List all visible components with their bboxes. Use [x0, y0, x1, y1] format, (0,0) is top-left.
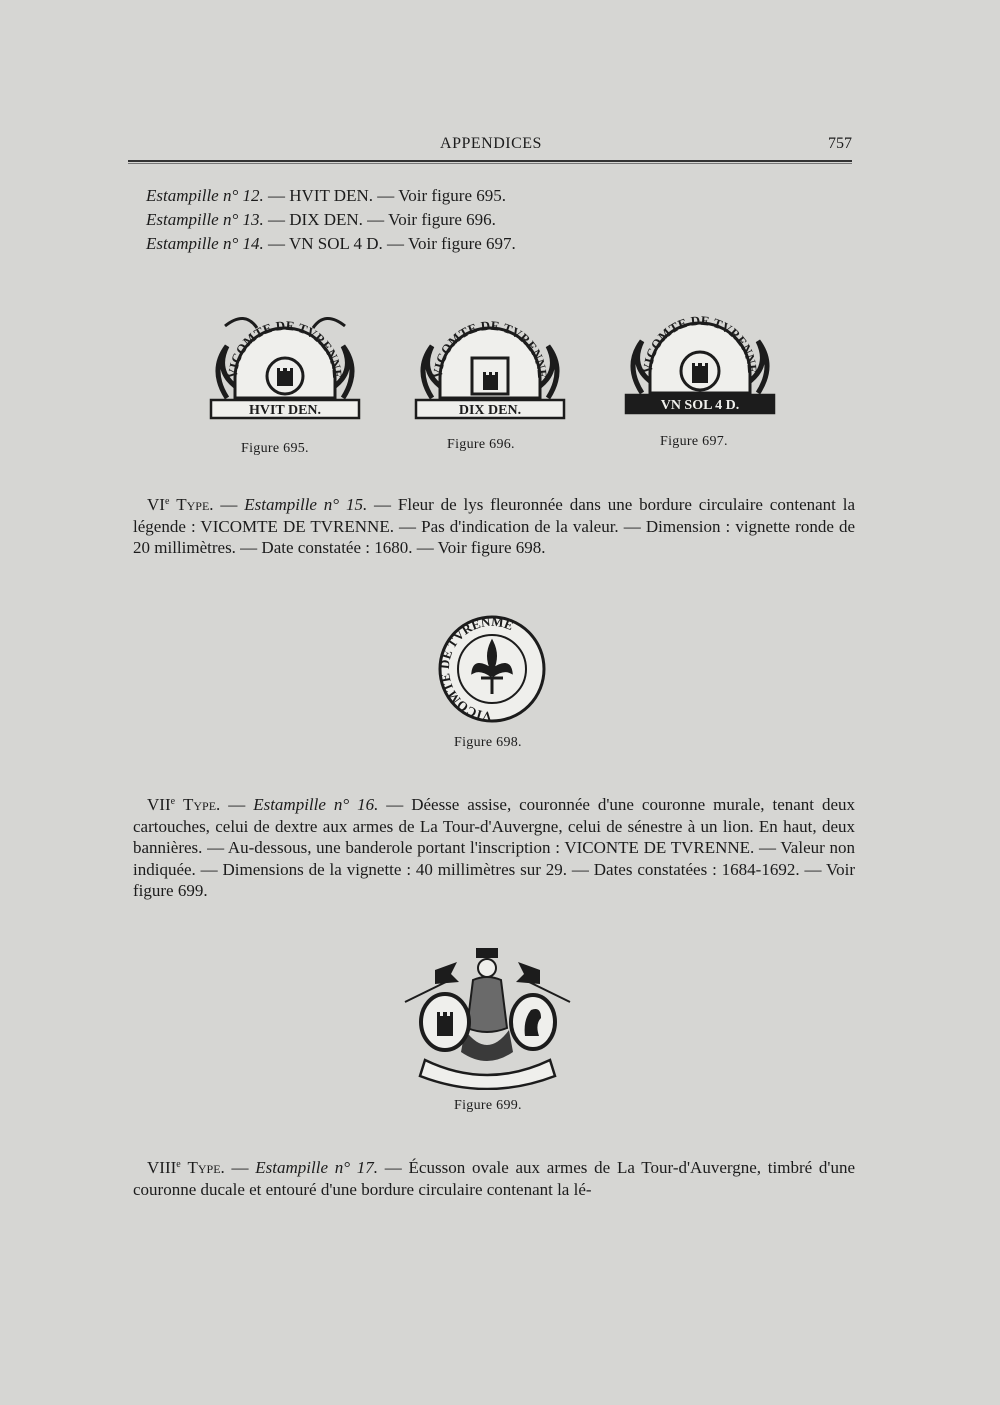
figure-caption: Figure 697. [660, 434, 728, 449]
type-sup: e [164, 496, 170, 507]
type-word: Type. [187, 1158, 225, 1177]
type-8-paragraph [133, 1157, 855, 1200]
estampille-number: 14. [242, 234, 264, 253]
figure-caption: Figure 695. [241, 441, 309, 456]
type-word: Type. [183, 795, 221, 814]
tower-icon [277, 368, 293, 386]
type-word: Type. [176, 495, 214, 514]
paragraph-body: — Écusson ovale aux armes de La Tour-d'Auvergne, timbré d'une couronne ducale et entouré d'une bordure circulaire contenant la lé- [133, 1158, 856, 1199]
goddess-head [478, 959, 496, 977]
tower-icon [483, 372, 498, 390]
type-roman: VIII [147, 1158, 177, 1177]
stamp-value: DIX DEN. [458, 403, 522, 418]
stamp-value: HVIT DEN. [248, 403, 322, 418]
stamp-legend: VICOMTE DE TVRENNE [429, 317, 551, 379]
estampille-line [146, 233, 516, 255]
dash: — [224, 1158, 256, 1177]
header-rule-thin [128, 163, 852, 164]
tower-icon [437, 1012, 453, 1036]
estampille-label: Estampille n° [244, 495, 340, 514]
paragraph-body: — Fleur de lys fleuronnée dans une bordure circulaire contenant la légende : VICOMTE DE TVRENNE. — Pas d'indication de la valeur. — Dimension : vignette ronde de 20 millimètres. — Date constatée : 1680. — Voir figure 698. [133, 495, 856, 557]
stamp-figure-696 [410, 300, 570, 420]
estampille-number: 17. [356, 1158, 379, 1177]
goddess-figure [467, 977, 507, 1032]
estampille-label: Estampille n° [255, 1158, 351, 1177]
stamp-figure-699 [395, 940, 580, 1090]
estampille-label: Estampille n° [253, 795, 350, 814]
estampille-number: 15. [345, 495, 368, 514]
estampille-label: Estampille n° [146, 186, 239, 205]
dash: — [220, 795, 254, 814]
running-header [130, 133, 852, 157]
stamp-figure-698 [437, 614, 547, 724]
stamp-figure-695 [205, 300, 365, 420]
estampille-text: — VN SOL 4 D. — Voir figure 697. [268, 234, 516, 253]
estampille-text: — DIX DEN. — Voir figure 696. [268, 210, 496, 229]
estampille-number: 13. [242, 210, 264, 229]
figure-caption: Figure 698. [454, 735, 522, 750]
estampille-line [146, 209, 496, 231]
running-title: APPENDICES [440, 135, 542, 152]
page-number: 757 [828, 135, 852, 152]
stamp-figure-697 [620, 295, 780, 415]
estampille-number: 12. [242, 186, 264, 205]
type-sup: e [170, 796, 176, 807]
type-sup: e [176, 1159, 181, 1170]
stamp-legend: VICOMTE DE TVRENME [437, 614, 516, 724]
header-rule [128, 160, 852, 162]
inscription-banderole [420, 1060, 555, 1089]
type-7-paragraph [133, 794, 855, 902]
estampille-number: 16. [357, 795, 379, 814]
type-roman: VI [147, 495, 165, 514]
figure-caption: Figure 699. [454, 1098, 522, 1113]
type-6-paragraph [133, 494, 855, 559]
dash: — [213, 495, 245, 514]
tower-icon [692, 363, 708, 383]
paragraph-body: — Déesse assise, couronnée d'une couronne murale, tenant deux cartouches, celui de dextre aux armes de La Tour-d'Auvergne, celui de sénestre à un lion. En haut, deux bannières. — Au-dessous, une banderole portant l'inscription : VICONTE DE TVRENNE. — Valeur non indiquée. — Dimensions de la vignette : 40 millimètres sur 29. — Dates constatées : 1684-1692. — Voir figure 699. [133, 795, 855, 900]
estampille-text: — HVIT DEN. — Voir figure 695. [268, 186, 506, 205]
estampille-label: Estampille n° [146, 210, 239, 229]
figure-caption: Figure 696. [447, 437, 515, 452]
estampille-label: Estampille n° [146, 234, 239, 253]
stamp-legend: VICOMTE DE TVRENNE [639, 312, 761, 374]
estampille-line [146, 185, 506, 207]
goddess-robe [461, 1030, 513, 1061]
stamp-value: VN SOL 4 D. [660, 398, 740, 413]
type-roman: VII [147, 795, 171, 814]
mural-crown-icon [476, 948, 498, 958]
stamp-legend: VICOMTE DE TVRENNE [224, 317, 346, 379]
